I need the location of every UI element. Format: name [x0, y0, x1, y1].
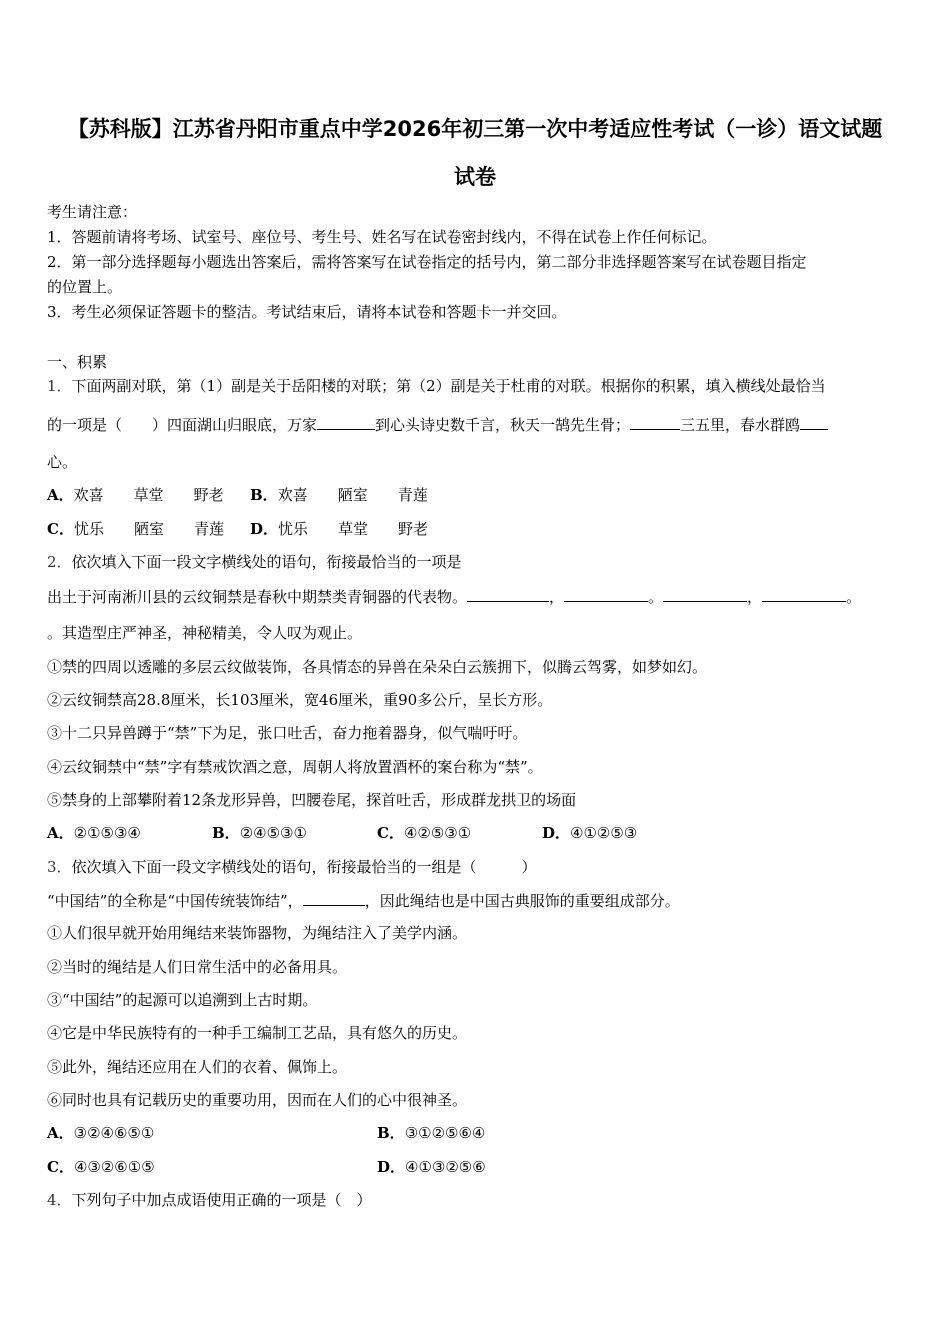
q1-stem-b1: 的一项是（ ）四面湖山归眼底，万家 [47, 416, 318, 434]
q3-option-a[interactable]: A．③②④⑥⑤① [47, 1124, 155, 1142]
q3-option-c[interactable]: C．④③②⑥①⑤ [47, 1158, 155, 1176]
q3-sentence: ③“中国结”的起源可以追溯到上古时期。 [47, 991, 318, 1009]
q1-number: 1． [47, 377, 72, 395]
q1-stem-b2: 到心头诗史数千言，秋天一鹄先生骨； [375, 416, 631, 434]
q2-sentence: ④云纹铜禁中“禁”字有禁戒饮酒之意，周朝人将放置酒杯的案台称为“禁”。 [47, 758, 543, 776]
q2-option-b[interactable]: B．②④⑤③① [212, 824, 307, 842]
q1-option-b[interactable]: B．欢喜 陋室 青莲 [250, 486, 428, 504]
q2-passage-line1: 出土于河南淅川县的云纹铜禁是春秋中期禁类青铜器的代表物。 ， 。 ， 。 [47, 588, 862, 606]
q1-stem-line1 [47, 376, 826, 396]
section-heading: 一、积累 [47, 353, 108, 371]
q2-sentence: ②云纹铜禁高28.8厘米，长103厘米，宽46厘米，重90多公斤，呈长方形。 [47, 691, 553, 709]
q2-number: 2． [47, 553, 72, 571]
notice-item: 2．第一部分选择题每小题选出答案后，需将答案写在试卷指定的括号内，第二部分非选择题答案写在试卷题目指定 [47, 253, 807, 271]
fill-blank[interactable] [317, 414, 375, 430]
q1-option-c[interactable]: C．忧乐 陋室 青莲 [47, 520, 224, 538]
q2-option-c[interactable]: C．④②⑤③① [377, 824, 472, 842]
document-title-line1: 【苏科版】江苏省丹阳市重点中学2026年初三第一次中考适应性考试（一诊）语文试题 [67, 117, 883, 141]
fill-blank[interactable] [663, 586, 747, 602]
q2-passage-line2: 。其造型庄严神圣，神秘精美，令人叹为观止。 [47, 624, 363, 642]
q3-sentence: ⑤此外，绳结还应用在人们的衣着、佩饰上。 [47, 1058, 348, 1076]
q1-stem-line2 [47, 414, 828, 435]
q2-stem: 2．依次填入下面一段文字横线处的语句，衔接最恰当的一项是 [47, 553, 462, 571]
q2-sentence: ⑤禁身的上部攀附着12条龙形异兽，凹腰卷尾，探首吐舌，形成群龙拱卫的场面 [47, 791, 577, 809]
q1-option-a[interactable]: A．欢喜 草堂 野老 [47, 486, 224, 504]
q3-number: 3． [47, 858, 72, 876]
q1-stem-c: 心。 [47, 453, 78, 471]
document-title-line2: 试卷 [454, 165, 496, 189]
q2-sentence: ③十二只异兽蹲于“禁”下为足，张口吐舌，奋力拖着器身，似气喘吁吁。 [47, 724, 528, 742]
q4-stem: 4．下列句子中加点成语使用正确的一项是（ ） [47, 1191, 372, 1209]
fill-blank[interactable] [762, 586, 846, 602]
q1-option-d[interactable]: D．忧乐 草堂 野老 [250, 520, 429, 538]
q3-sentence: ⑥同时也具有记载历史的重要功用，因而在人们的心中很神圣。 [47, 1091, 468, 1109]
notice-item: 3．考生必须保证答题卡的整洁。考试结束后，请将本试卷和答题卡一并交回。 [47, 303, 567, 321]
q3-sentence: ①人们很早就开始用绳结来装饰器物，为绳结注入了美学内涵。 [47, 924, 468, 942]
q3-sentence: ②当时的绳结是人们日常生活中的必备用具。 [47, 958, 348, 976]
q3-sentence: ④它是中华民族特有的一种手工编制工艺品，具有悠久的历史。 [47, 1024, 468, 1042]
fill-blank[interactable] [630, 414, 680, 430]
q4-number: 4． [47, 1191, 72, 1209]
q1-stem-a: 下面两副对联，第（1）副是关于岳阳楼的对联；第（2）副是关于杜甫的对联。根据你的积累，填入横线处最恰当 [71, 377, 826, 395]
q3-passage: “中国结”的全称是“中国传统装饰结”， ，因此绳结也是中国古典服饰的重要组成部分。 [47, 892, 680, 910]
q2-sentence: ①禁的四周以透雕的多层云纹做装饰，各具情态的异兽在朵朵白云簇拥下，似腾云驾雾，如梦如幻。 [47, 658, 708, 676]
q2-option-d[interactable]: D．④①②⑤③ [542, 824, 638, 842]
fill-blank[interactable] [800, 414, 828, 430]
fill-blank[interactable] [303, 890, 365, 906]
notice-item: 1．答题前请将考场、试室号、座位号、考生号、姓名写在试卷密封线内，不得在试卷上作任何标记。 [47, 228, 717, 246]
q3-option-d[interactable]: D．④①③②⑤⑥ [377, 1158, 486, 1176]
q3-stem: 3．依次填入下面一段文字横线处的语句，衔接最恰当的一组是（ ） [47, 858, 537, 876]
q1-stem-b3: 三五里，春水群鸥 [680, 416, 801, 434]
fill-blank[interactable] [564, 586, 648, 602]
q3-option-b[interactable]: B．③①②⑤⑥④ [377, 1124, 486, 1142]
q2-option-a[interactable]: A．②①⑤③④ [47, 824, 141, 842]
notice-heading: 考生请注意： [47, 203, 138, 221]
fill-blank[interactable] [467, 586, 549, 602]
notice-item: 的位置上。 [47, 278, 123, 296]
